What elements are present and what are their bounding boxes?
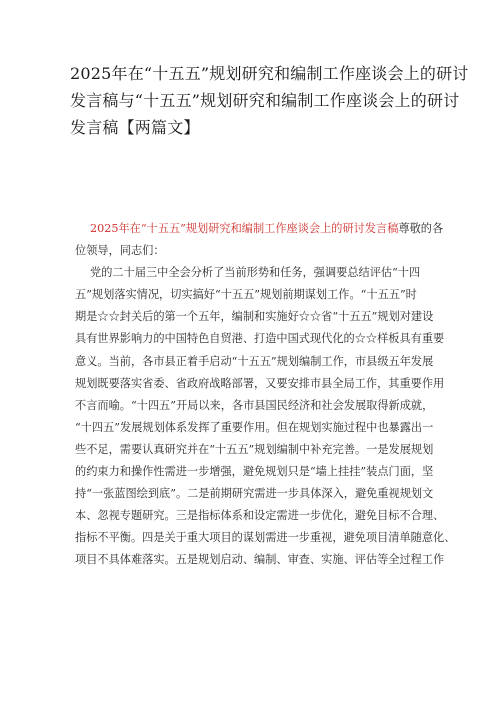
body-line-9: “十四五”发展规划体系发挥了重要作用。但在规划实施过程中也暴露出一	[75, 420, 434, 434]
body-line-11: 的约束力和操作性需进一步增强，避免规划只是“墙上挂挂”装点门面，坚	[75, 465, 434, 479]
body-line-3: 五”规划落实情况，切实搞好“十五五”规划前期谋划工作。“十五五”时	[75, 288, 417, 302]
body-line-10: 些不足，需要认真研究并在“十五五”规划编制中补充完善。一是发展规划	[75, 442, 434, 456]
body-line-7: 规划既要落实省委、省政府战略部署，又要安排市县全局工作，其重要作用	[75, 376, 445, 390]
body-line-4: 期是☆☆封关后的第一个五年，编制和实施好☆☆省“十五五”规划对建设	[75, 310, 434, 324]
document-body	[75, 218, 456, 572]
body-line-2: 党的二十届三中全会分析了当前形势和任务，强调要总结评估“十四	[90, 266, 421, 280]
body-line-1: 位领导，同志们：	[75, 244, 165, 258]
body-line-8: 不言而喻。“十四五”开局以来，各市县国民经济和社会发展取得新成就，	[75, 398, 434, 412]
subtitle-line	[75, 218, 444, 240]
title-line-3: 发言稿【两篇文】	[70, 118, 200, 137]
body-line-13: 本、忽视专题研究。三是指标体系和设定需进一步优化，避免目标不合理、	[75, 509, 445, 523]
body-line-15: 项目不具体难落实。五是规划启动、编制、审查、实施、评估等全过程工作	[75, 553, 445, 567]
body-line-12: 持“一张蓝图绘到底”。二是前期研究需进一步具体深入，避免重视规划文	[75, 487, 434, 501]
body-line-14: 指标不平衡。四是关于重大项目的谋划需进一步重视，避免项目清单随意化、	[75, 531, 456, 545]
body-line-5: 具有世界影响力的中国特色自贸港、打造中国式现代化的☆☆样板具有重要	[75, 332, 445, 346]
body-line-6: 意义。当前，各市县正着手启动“十五五”规划编制工作，市县级五年发展	[75, 354, 434, 368]
salutation-start: 尊敬的各	[398, 222, 444, 235]
title-line-2: 发言稿与“十五五”规划研究和编制工作座谈会上的研讨	[70, 91, 460, 110]
speech-title-link[interactable]: 2025年在“十五五”规划研究和编制工作座谈会上的研讨发言稿	[90, 222, 399, 235]
title-line-1: 2025年在“十五五”规划研究和编制工作座谈会上的研讨	[70, 64, 469, 83]
document-title	[70, 60, 469, 141]
